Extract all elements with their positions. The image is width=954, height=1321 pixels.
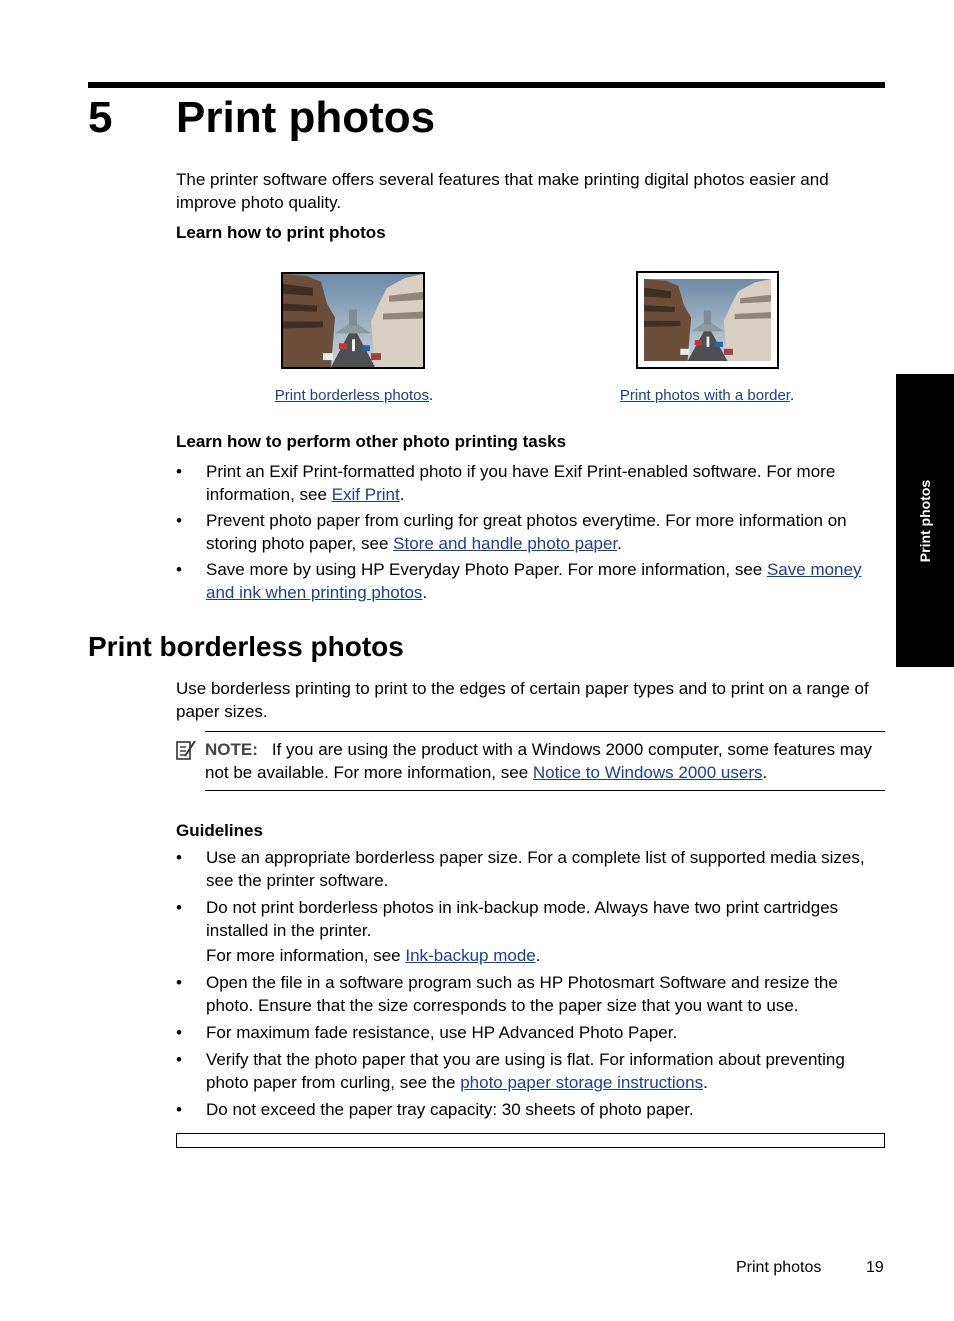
borderless-photo-thumbnail xyxy=(281,272,425,369)
link-print-with-border[interactable]: Print photos with a border xyxy=(619,387,790,404)
list-item: • Save more by using HP Everyday Photo Paper. For more information, see Save money and ink when printing photos. xyxy=(176,558,886,604)
guidelines-heading: Guidelines xyxy=(176,821,263,840)
list-item: • Do not exceed the paper tray capacity: 30 sheets of photo paper. xyxy=(176,1098,886,1121)
list-item: • Use an appropriate borderless paper size. For a complete list of supported media sizes, see the printer software. xyxy=(176,846,886,892)
empty-table-box xyxy=(176,1133,885,1148)
note-icon xyxy=(176,739,196,761)
note-label: NOTE: xyxy=(205,740,258,759)
footer-label: Print photos xyxy=(736,1259,822,1276)
borderless-intro: Use borderless printing to print to the edges of certain paper types and to print on a range of paper sizes. xyxy=(176,679,869,721)
border-caption: Print photos with a border. xyxy=(619,387,795,404)
list-item: • Prevent photo paper from curling for great photos everytime. For more information on storing photo paper, see Store and handle photo paper. xyxy=(176,509,886,555)
learn-heading: Learn how to print photos xyxy=(176,223,386,242)
chapter-title: Print photos xyxy=(176,93,436,142)
list-item: • For maximum fade resistance, use HP Advanced Photo Paper. xyxy=(176,1021,886,1044)
link-windows-2000[interactable]: Notice to Windows 2000 users xyxy=(532,763,763,782)
link-exif-print[interactable]: Exif Print xyxy=(331,485,400,504)
list-item: • Open the file in a software program such as HP Photosmart Software and resize the photo. Ensure that the size corresponds to the paper size that you want to use. xyxy=(176,971,886,1017)
side-tab-label: Print photos xyxy=(917,479,933,562)
link-store-paper[interactable]: Store and handle photo paper xyxy=(393,534,618,553)
chapter-number: 5 xyxy=(88,93,113,142)
link-print-borderless[interactable]: Print borderless photos xyxy=(274,387,430,404)
list-item: • Verify that the photo paper that you are using is flat. For information about preventing photo paper from curling, see the photo paper storage instructions. xyxy=(176,1048,886,1094)
other-tasks-heading: Learn how to perform other photo printing tasks xyxy=(176,432,567,451)
borderless-caption: Print borderless photos. xyxy=(274,387,434,404)
list-item: • Do not print borderless photos in ink-backup mode. Always have two print cartridges installed in the printer. For more information, see Ink-backup mode. xyxy=(176,896,886,967)
link-save-money[interactable]: Save money and ink when printing photos xyxy=(206,560,862,602)
other-tasks-list xyxy=(176,460,886,604)
side-tab xyxy=(896,374,954,667)
list-item: • Print an Exif Print-formatted photo if you have Exif Print-enabled software. For more information, see Exif Print. xyxy=(176,460,886,506)
section-title: Print borderless photos xyxy=(88,631,404,662)
bordered-photo-thumbnail xyxy=(636,271,779,369)
footer-page-number: 19 xyxy=(866,1259,884,1276)
chapter-rule xyxy=(88,82,885,88)
guidelines-list xyxy=(176,846,886,1121)
note-text: NOTE: If you are using the product with a Windows 2000 computer, some features may not be available. For more information, see Notice to Windows 2000 users. xyxy=(205,740,872,782)
link-ink-backup[interactable]: Ink-backup mode xyxy=(405,946,536,965)
intro-paragraph: The printer software offers several features that make printing digital photos easier and improve photo quality. xyxy=(176,170,829,212)
link-storage-instructions[interactable]: photo paper storage instructions xyxy=(460,1073,704,1092)
